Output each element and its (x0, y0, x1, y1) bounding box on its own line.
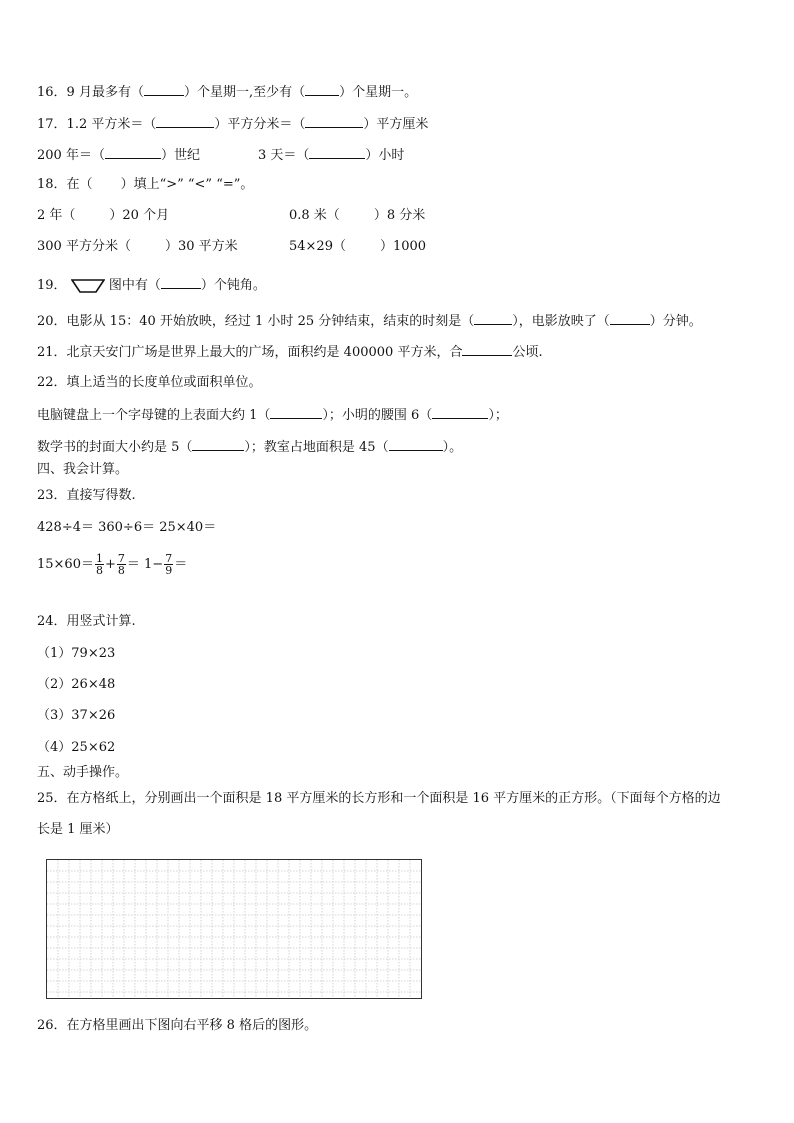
question-17: 17．1.2 平方米＝（ ）平方分米＝（ ）平方厘米 (37, 117, 429, 132)
answer-blank[interactable] (610, 312, 650, 325)
question-22-line1: 电脑键盘上一个字母键的上表面大约 1（ ）；小明的腰围 6（ ）； (37, 408, 508, 423)
question-24: 24．用竖式计算. (37, 614, 136, 629)
question-18-row2-left: 300 平方分米（ ）30 平方米 (37, 239, 238, 254)
answer-blank[interactable] (432, 406, 488, 419)
question-24-item: （2）26×48 (37, 677, 116, 692)
answer-blank[interactable] (474, 312, 512, 325)
question-18-row1-left: 2 年（ ）20 个月 (37, 208, 170, 223)
fraction: $\frac{1}{8}$ (95, 552, 103, 577)
answer-blank[interactable] (389, 438, 443, 451)
section-5-heading: 五、动手操作。 (37, 765, 129, 780)
question-20: 20．电影从 15：40 开始放映，经过 1 小时 25 分钟结束，结束的时刻是（ ），电影放映了（ ）分钟。 (37, 314, 702, 329)
question-26: 26．在方格里画出下图向右平移 8 格后的图形。 (37, 1018, 318, 1033)
answer-blank[interactable] (305, 115, 363, 128)
answer-blank[interactable] (462, 343, 512, 356)
question-22: 22．填上适当的长度单位或面积单位。 (37, 375, 262, 390)
question-22-line2: 数学书的封面大小约是 5（ ）；教室占地面积是 45（ ）。 (37, 440, 463, 455)
answer-blank[interactable] (105, 146, 161, 159)
grid-paper[interactable] (46, 859, 422, 999)
fraction: $\frac{7}{9}$ (165, 552, 173, 577)
question-18-row2-right: 54×29（ ）1000 (289, 239, 427, 254)
section-4-heading: 四、我会计算。 (37, 462, 129, 477)
question-24-item: （3）37×26 (37, 708, 116, 723)
question-18: 18．在（ ）填上“>” “<” “=”。 (37, 177, 254, 192)
question-17-line2-right: 3 天＝（ ）小时 (258, 148, 405, 163)
question-19: 19． 图中有（ ）个钝角。 (37, 278, 266, 293)
answer-blank[interactable] (270, 406, 322, 419)
question-25-line2: 长是 1 厘米） (37, 822, 119, 837)
question-17-line2: 200 年＝（ ）世纪 (37, 148, 200, 163)
question-23-line2: 15×60＝ $\frac{1}{8}$ + $\frac{7}{8}$ ＝ 1− $\frac{7}{9}$ ＝ (37, 552, 188, 577)
answer-blank[interactable] (156, 115, 214, 128)
grid-lines (47, 860, 421, 998)
answer-blank[interactable] (192, 438, 244, 451)
question-16: 16．9 月最多有（ ）个星期一,至少有（ ）个星期一。 (37, 85, 418, 100)
answer-blank[interactable] (309, 146, 365, 159)
question-21: 21．北京天安门广场是世界上最大的广场，面积约是 400000 平方米，合 公顷. (37, 345, 543, 360)
answer-blank[interactable] (144, 83, 184, 96)
question-24-item: （1）79×23 (37, 646, 116, 661)
answer-blank[interactable] (305, 83, 339, 96)
question-23-line1: 428÷4＝ 360÷6＝ 25×40＝ (37, 520, 217, 535)
question-25: 25．在方格纸上，分别画出一个面积是 18 平方厘米的长方形和一个面积是 16 平方厘米的正方形。（下面每个方格的边 (37, 791, 721, 806)
fraction: $\frac{7}{8}$ (117, 552, 125, 577)
question-18-row1-right: 0.8 米（ ）8 分米 (289, 208, 426, 223)
question-23: 23．直接写得数. (37, 488, 136, 503)
question-24-item: （4）25×62 (37, 740, 116, 755)
trapezoid-figure (71, 278, 105, 294)
answer-blank[interactable] (161, 276, 201, 289)
